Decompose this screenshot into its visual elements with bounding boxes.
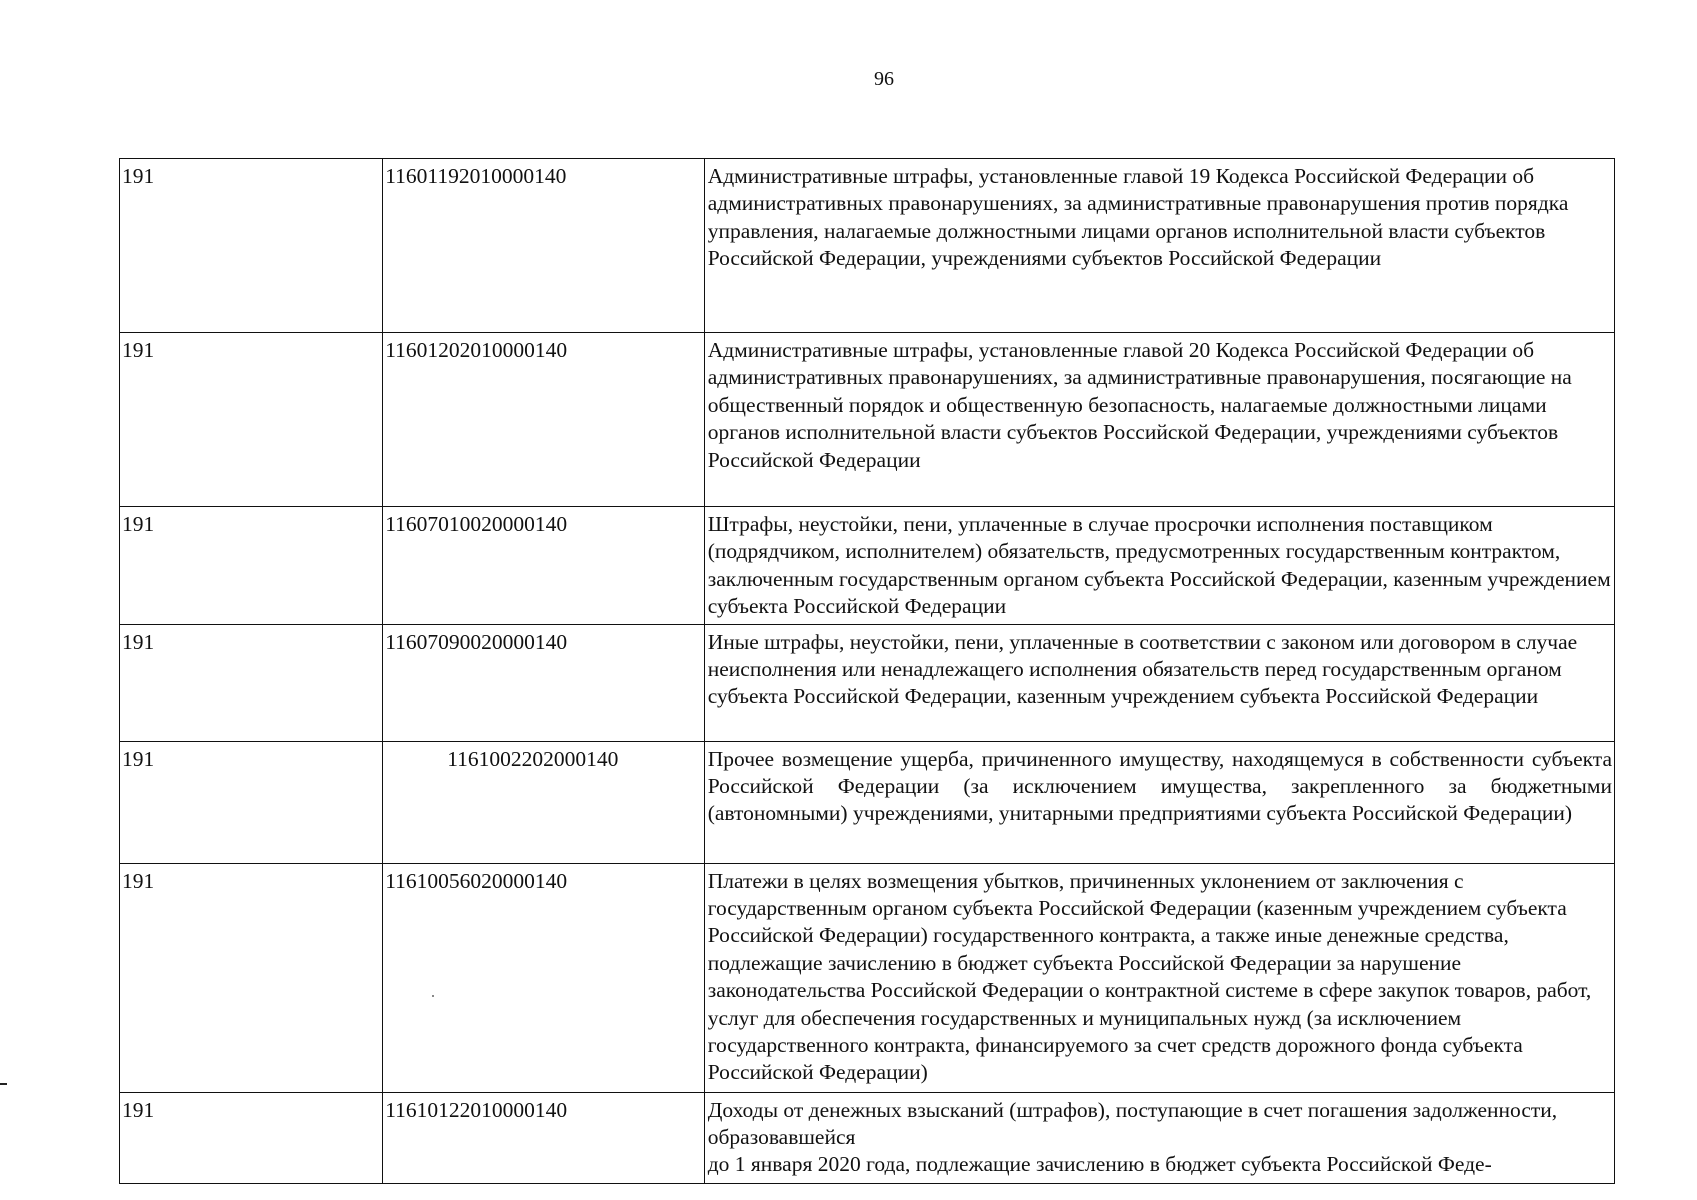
description-cell: Платежи в целях возмещения убытков, причиненных уклонением от заключения с государственным органом субъекта Российской Федерации (казенным учреждением субъекта Российской Федерации) государственного контракта, а также иные денежные средства, подлежащие зачислению в бюджет субъекта Российской Федерации за нарушение законодательства Российской Федерации о контрактной системе в сфере закупок товаров, работ, услуг для обеспечения государственных и муниципальных нужд (за исключением государственного контракта, финансируемого за счет средств дорожного фонда субъекта Российской Федерации) — [704, 863, 1614, 1092]
description-cell — [704, 1092, 1614, 1183]
admin-code-cell: 191 — [120, 159, 383, 333]
admin-code-cell: 191 — [120, 741, 383, 863]
table-row — [120, 624, 1615, 741]
scan-edge-mark — [0, 1083, 7, 1085]
admin-code-cell: 191 — [120, 507, 383, 625]
revenue-codes-table — [119, 158, 1615, 1184]
description-line: Доходы от денежных взысканий (штрафов), поступающие в счет погашения задолженности, образовавшейся — [707, 1097, 1558, 1150]
kbk-code-cell: 11610056020000140 — [383, 863, 705, 1092]
description-cell: Административные штрафы, установленные главой 19 Кодекса Российской Федерации об административных правонарушениях, за административные правонарушения против порядка управления, налагаемые должностными лицами органов исполнительной власти субъектов Российской Федерации, учреждениями субъектов Российской Федерации — [704, 159, 1614, 333]
table-row — [120, 741, 1615, 863]
table-row — [120, 507, 1615, 625]
kbk-code-cell: 1161002202000140 — [383, 741, 705, 863]
kbk-code-cell: 11601192010000140 — [383, 159, 705, 333]
kbk-code-cell: 11601202010000140 — [383, 333, 705, 507]
page-number: 96 — [874, 68, 894, 90]
admin-code-cell: 191 — [120, 863, 383, 1092]
table-row — [120, 159, 1615, 333]
admin-code-cell: 191 — [120, 1092, 383, 1183]
admin-code-cell: 191 — [120, 624, 383, 741]
kbk-code-cell: 11607010020000140 — [383, 507, 705, 625]
scan-speck — [432, 995, 434, 997]
table-row — [120, 1092, 1615, 1183]
table-row — [120, 863, 1615, 1092]
description-cell: Административные штрафы, установленные главой 20 Кодекса Российской Федерации об административных правонарушениях, за административные правонарушения, посягающие на общественный порядок и общественную безопасность, налагаемые должностными лицами органов исполнительной власти субъектов Российской Федерации, учреждениями субъектов Российской Федерации — [704, 333, 1614, 507]
description-cell: Штрафы, неустойки, пени, уплаченные в случае просрочки исполнения поставщиком (подрядчиком, исполнителем) обязательств, предусмотренных государственным контрактом, заключенным государственным органом субъекта Российской Федерации, казенным учреждением субъекта Российской Федерации — [704, 507, 1614, 625]
description-cell: Иные штрафы, неустойки, пени, уплаченные в соответствии с законом или договором в случае неисполнения или ненадлежащего исполнения обязательств перед государственным органом субъекта Российской Федерации, казенным учреждением субъекта Российской Федерации — [704, 624, 1614, 741]
description-cell: Прочее возмещение ущерба, причиненного имуществу, находящемуся в собственности субъекта Российской Федерации (за исключением имущества, закрепленного за бюджетными (автономными) учреждениями, унитарными предприятиями субъекта Российской Федерации) — [704, 741, 1614, 863]
table-row — [120, 333, 1615, 507]
description-line: до 1 января 2020 года, подлежащие зачислению в бюджет субъекта Российской Феде- — [707, 1152, 1492, 1177]
kbk-code-cell: 11610122010000140 — [383, 1092, 705, 1183]
admin-code-cell: 191 — [120, 333, 383, 507]
kbk-code-cell: 11607090020000140 — [383, 624, 705, 741]
